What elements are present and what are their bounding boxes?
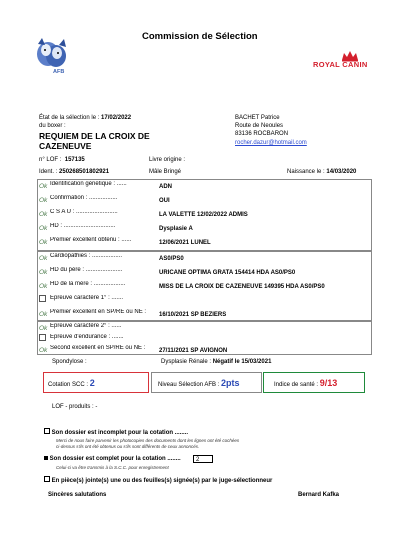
ok-check-mark: Ok xyxy=(39,347,48,354)
bernese-dogs-logo-icon xyxy=(32,36,72,78)
ident-number: Ident. : 250268501802921 xyxy=(39,169,110,175)
complete-line: Son dossier est complet pour la cotation ........ xyxy=(44,456,181,463)
pieces-line: En pièce(s) jointe(s) une ou des feuilles(s) signée(s) par le juge-sélectionneur xyxy=(44,476,272,485)
health-row xyxy=(39,345,369,355)
dysplasie-renale: Dysplasie Rénale : Négatif le 15/03/2021 xyxy=(161,359,272,365)
ok-check-mark: Ok xyxy=(39,197,48,204)
health-row xyxy=(39,334,369,344)
health-row-value: LA VALETTE 12/02/2022 ADMIS xyxy=(159,212,248,218)
niveau-box xyxy=(151,372,262,393)
health-row xyxy=(39,309,369,319)
owner-city: 83136 ROCBARON xyxy=(235,131,289,137)
niveau-label: Niveau Sélection AFB : xyxy=(158,382,220,388)
health-row xyxy=(39,223,369,233)
pieces-checkbox[interactable] xyxy=(44,476,50,482)
livre-origine: Livre origine : xyxy=(149,157,186,163)
complete-value-field[interactable]: 2 xyxy=(193,455,213,463)
owner-name: BACHET Patrice xyxy=(235,115,280,121)
health-row xyxy=(39,323,369,333)
health-row xyxy=(39,181,369,191)
complete-checkbox[interactable] xyxy=(44,456,48,460)
lof-produits: LOF - produits : - xyxy=(52,404,98,410)
health-row-value: OUI xyxy=(159,198,170,204)
health-row-value: AS0/PS0 xyxy=(159,256,184,262)
health-row-value: 16/10/2021 SP BEZIERS xyxy=(159,312,227,318)
ok-check-mark: Ok xyxy=(39,183,48,190)
incomplete-line: Son dossier est incomplet pour la cotation ........ xyxy=(44,428,188,437)
dog-name: REQUIEM DE LA CROIX DE CAZENEUVE xyxy=(39,131,150,151)
health-row xyxy=(39,281,369,291)
incomplete-checkbox[interactable] xyxy=(44,428,50,434)
health-row-label: HD du père : ...................... xyxy=(50,267,123,273)
health-row-label: Epreuve caractère 1° : ....... xyxy=(50,295,124,301)
cotation-box xyxy=(43,372,149,393)
health-row-value: URICANE OPTIMA GRATA 154414 HDA AS0/PS0 xyxy=(159,270,296,276)
indice-box xyxy=(263,372,365,393)
ok-check-mark: Ok xyxy=(39,239,48,246)
health-row-label: Second excellent en SP/RE ou NE : xyxy=(50,345,146,351)
dog-sex: Mâle Bringé xyxy=(149,169,182,175)
page-title: Commission de Sélection xyxy=(142,31,258,42)
salutations: Sincères salutations xyxy=(48,492,107,498)
cotation-label: Cotation SCC : xyxy=(48,382,89,388)
health-row-label: Confirmation : ................. xyxy=(50,195,118,201)
health-row-label: HD : ............................... xyxy=(50,223,116,229)
health-row xyxy=(39,209,369,219)
signature: Bernard Kafka xyxy=(298,492,340,498)
health-row-value: ADN xyxy=(159,184,172,190)
niveau-value: 2pts xyxy=(221,378,240,388)
selection-date: État de la sélection le : 17/02/2022 xyxy=(39,115,132,121)
health-row-label: Epreuve d'endurance : ....... xyxy=(50,334,124,340)
health-row-label: Premier excellent obtenu : ...... xyxy=(50,237,132,243)
health-row xyxy=(39,267,369,277)
ok-check-mark: Ok xyxy=(39,225,48,232)
royal-canin-logo: ROYAL CANIN xyxy=(313,60,368,69)
indice-label: Indice de santé : xyxy=(274,382,319,388)
empty-checkbox xyxy=(39,295,50,305)
health-row-label: Epreuve caractère 2° : ...... xyxy=(50,323,122,329)
ok-check-mark: Ok xyxy=(39,211,48,218)
health-row-label: HD de la mère : ................... xyxy=(50,281,126,287)
ok-check-mark: Ok xyxy=(39,269,48,276)
health-row xyxy=(39,237,369,247)
health-row-label: Cardiopathies : .................. xyxy=(50,253,123,259)
spondylose-label: Spondylose : xyxy=(52,359,87,365)
incomplete-note-1: Merci de nous faire parvenir les photocopies des documents dont les lignes ont été cochées xyxy=(56,438,240,443)
health-row-value: MISS DE LA CROIX DE CAZENEUVE 149395 HDA AS0/PS0 xyxy=(159,284,325,290)
empty-checkbox xyxy=(39,334,50,344)
birth-date: Naissance le : 14/03/2020 xyxy=(287,169,357,175)
cotation-value: 2 xyxy=(89,378,95,388)
ok-check-mark: Ok xyxy=(39,311,48,318)
health-row-value: 12/06/2021 LUNEL xyxy=(159,240,211,246)
indice-value: 9/13 xyxy=(319,378,338,388)
health-row xyxy=(39,253,369,263)
ok-check-mark: Ok xyxy=(39,255,48,262)
afb-logo-text: AFB xyxy=(53,69,65,75)
health-row-value: 27/11/2021 SP AVIGNON xyxy=(159,348,228,354)
health-row xyxy=(39,295,369,305)
ok-check-mark: Ok xyxy=(39,283,48,290)
health-row xyxy=(39,195,369,205)
owner-email-link[interactable]: rocher.dazur@hotmail.com xyxy=(235,140,307,146)
complete-note: Celui-ci va être transmis à la S.C.C. pour enregistrement xyxy=(56,465,169,470)
ok-check-mark: Ok xyxy=(39,325,48,332)
health-row-label: Premier excellent en SP/RE ou NE : xyxy=(50,309,147,315)
incomplete-note-2: ci-dessus s'ils ont été obtenus ou s'ils sont différents de ceux annoncés. xyxy=(56,444,200,449)
health-row-label: Identification génétique : ...... xyxy=(50,181,127,187)
health-row-value: Dysplasie A xyxy=(159,226,193,232)
owner-address: Route de Neoules xyxy=(235,123,284,129)
boxer-label: du boxer : xyxy=(39,123,66,129)
lof-number: n° LOF : 157135 xyxy=(39,157,85,163)
health-row-label: C S A U : ......................... xyxy=(50,209,118,215)
